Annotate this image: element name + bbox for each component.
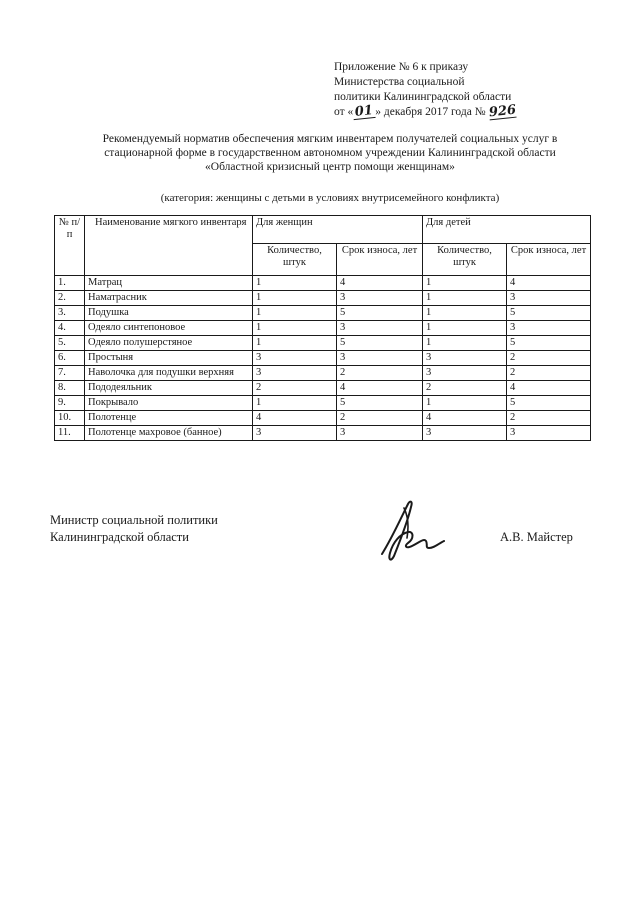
row-children-term: 4: [507, 381, 591, 396]
table-row: [55, 426, 591, 441]
header-item-name: Наименование мягкого инвентаря: [85, 216, 253, 276]
title-line-2: стационарной форме в государственном автономном учреждении Калининградской области: [104, 147, 556, 159]
header-row-groups: [55, 216, 591, 244]
header-women-quantity: Количество, штук: [253, 244, 337, 276]
row-number: 1.: [55, 276, 85, 291]
appendix-line-1: Приложение № 6 к приказу: [334, 61, 469, 73]
appendix-date-line: [334, 102, 594, 121]
row-number: 5.: [55, 336, 85, 351]
row-women-quantity: 1: [253, 291, 337, 306]
row-number: 10.: [55, 411, 85, 426]
row-women-term: 5: [337, 336, 423, 351]
signatory-title-line-1: Министр социальной политики: [50, 513, 218, 527]
row-number: 11.: [55, 426, 85, 441]
table-row: [55, 291, 591, 306]
header-children-quantity: Количество, штук: [423, 244, 507, 276]
table-row: [55, 306, 591, 321]
row-women-term: 4: [337, 276, 423, 291]
handwritten-signature: [378, 498, 460, 564]
row-children-term: 2: [507, 351, 591, 366]
row-women-term: 3: [337, 321, 423, 336]
row-women-term: 3: [337, 291, 423, 306]
row-children-quantity: 1: [423, 291, 507, 306]
row-children-term: 5: [507, 306, 591, 321]
row-women-term: 3: [337, 426, 423, 441]
row-children-quantity: 1: [423, 306, 507, 321]
row-number: 9.: [55, 396, 85, 411]
row-children-quantity: 2: [423, 381, 507, 396]
header-number: № п/п: [55, 216, 85, 276]
handwritten-number: 926: [487, 102, 517, 121]
appendix-line-2: Министерства социальной: [334, 76, 465, 88]
row-number: 2.: [55, 291, 85, 306]
row-children-term: 3: [507, 426, 591, 441]
row-women-quantity: 1: [253, 306, 337, 321]
signatory-name: А.В. Майстер: [500, 530, 573, 544]
row-children-term: 3: [507, 291, 591, 306]
row-number: 7.: [55, 366, 85, 381]
row-women-term: 2: [337, 411, 423, 426]
row-women-quantity: 4: [253, 411, 337, 426]
category-subtitle: (категория: женщины с детьми в условиях внутрисемейного конфликта): [160, 192, 500, 204]
signatory-title: [50, 512, 218, 546]
row-number: 8.: [55, 381, 85, 396]
row-women-quantity: 1: [253, 321, 337, 336]
row-women-quantity: 1: [253, 336, 337, 351]
row-item-name: Наволочка для подушки верхняя: [85, 366, 253, 381]
document-title: [50, 132, 610, 174]
table-row: [55, 276, 591, 291]
row-item-name: Пододеяльник: [85, 381, 253, 396]
row-children-term: 2: [507, 411, 591, 426]
row-women-quantity: 3: [253, 351, 337, 366]
table-row: [55, 366, 591, 381]
appendix-month-year: » декабря 2017 года №: [375, 106, 486, 118]
row-children-quantity: 1: [423, 276, 507, 291]
row-children-quantity: 3: [423, 426, 507, 441]
row-children-quantity: 1: [423, 396, 507, 411]
table-row: [55, 321, 591, 336]
row-women-quantity: 2: [253, 381, 337, 396]
row-children-term: 5: [507, 396, 591, 411]
row-item-name: Матрац: [85, 276, 253, 291]
row-women-term: 2: [337, 366, 423, 381]
row-item-name: Наматрасник: [85, 291, 253, 306]
row-women-quantity: 3: [253, 426, 337, 441]
row-number: 6.: [55, 351, 85, 366]
row-item-name: Полотенце: [85, 411, 253, 426]
header-women-term: Срок износа, лет: [337, 244, 423, 276]
title-line-1: Рекомендуемый норматив обеспечения мягким инвентарем получателей социальных услуг в: [102, 133, 558, 145]
appendix-header: [334, 60, 594, 120]
row-item-name: Подушка: [85, 306, 253, 321]
row-children-term: 3: [507, 321, 591, 336]
row-women-term: 4: [337, 381, 423, 396]
table-row: [55, 411, 591, 426]
table-row: [55, 351, 591, 366]
row-number: 4.: [55, 321, 85, 336]
table-row: [55, 336, 591, 351]
row-children-term: 4: [507, 276, 591, 291]
row-item-name: Одеяло полушерстяное: [85, 336, 253, 351]
signatory-title-line-2: Калининградской области: [50, 530, 189, 544]
row-item-name: Одеяло синтепоновое: [85, 321, 253, 336]
row-children-quantity: 4: [423, 411, 507, 426]
row-women-quantity: 1: [253, 276, 337, 291]
title-line-3: «Областной кризисный центр помощи женщинам»: [205, 161, 455, 173]
row-item-name: Полотенце махровое (банное): [85, 426, 253, 441]
header-group-women: Для женщин: [253, 216, 423, 244]
header-children-term: Срок износа, лет: [507, 244, 591, 276]
row-item-name: Простыня: [85, 351, 253, 366]
row-women-term: 5: [337, 396, 423, 411]
table-row: [55, 381, 591, 396]
inventory-table: [54, 215, 591, 441]
row-children-term: 2: [507, 366, 591, 381]
row-women-quantity: 3: [253, 366, 337, 381]
appendix-from: от «: [334, 106, 354, 118]
row-children-quantity: 1: [423, 336, 507, 351]
row-women-quantity: 1: [253, 396, 337, 411]
table-row: [55, 396, 591, 411]
row-children-quantity: 3: [423, 351, 507, 366]
handwritten-day: 01: [354, 103, 374, 120]
row-children-quantity: 1: [423, 321, 507, 336]
row-women-term: 5: [337, 306, 423, 321]
row-children-quantity: 3: [423, 366, 507, 381]
row-number: 3.: [55, 306, 85, 321]
row-item-name: Покрывало: [85, 396, 253, 411]
appendix-line-3: политики Калининградской области: [334, 91, 512, 103]
header-group-children: Для детей: [423, 216, 591, 244]
row-women-term: 3: [337, 351, 423, 366]
row-children-term: 5: [507, 336, 591, 351]
